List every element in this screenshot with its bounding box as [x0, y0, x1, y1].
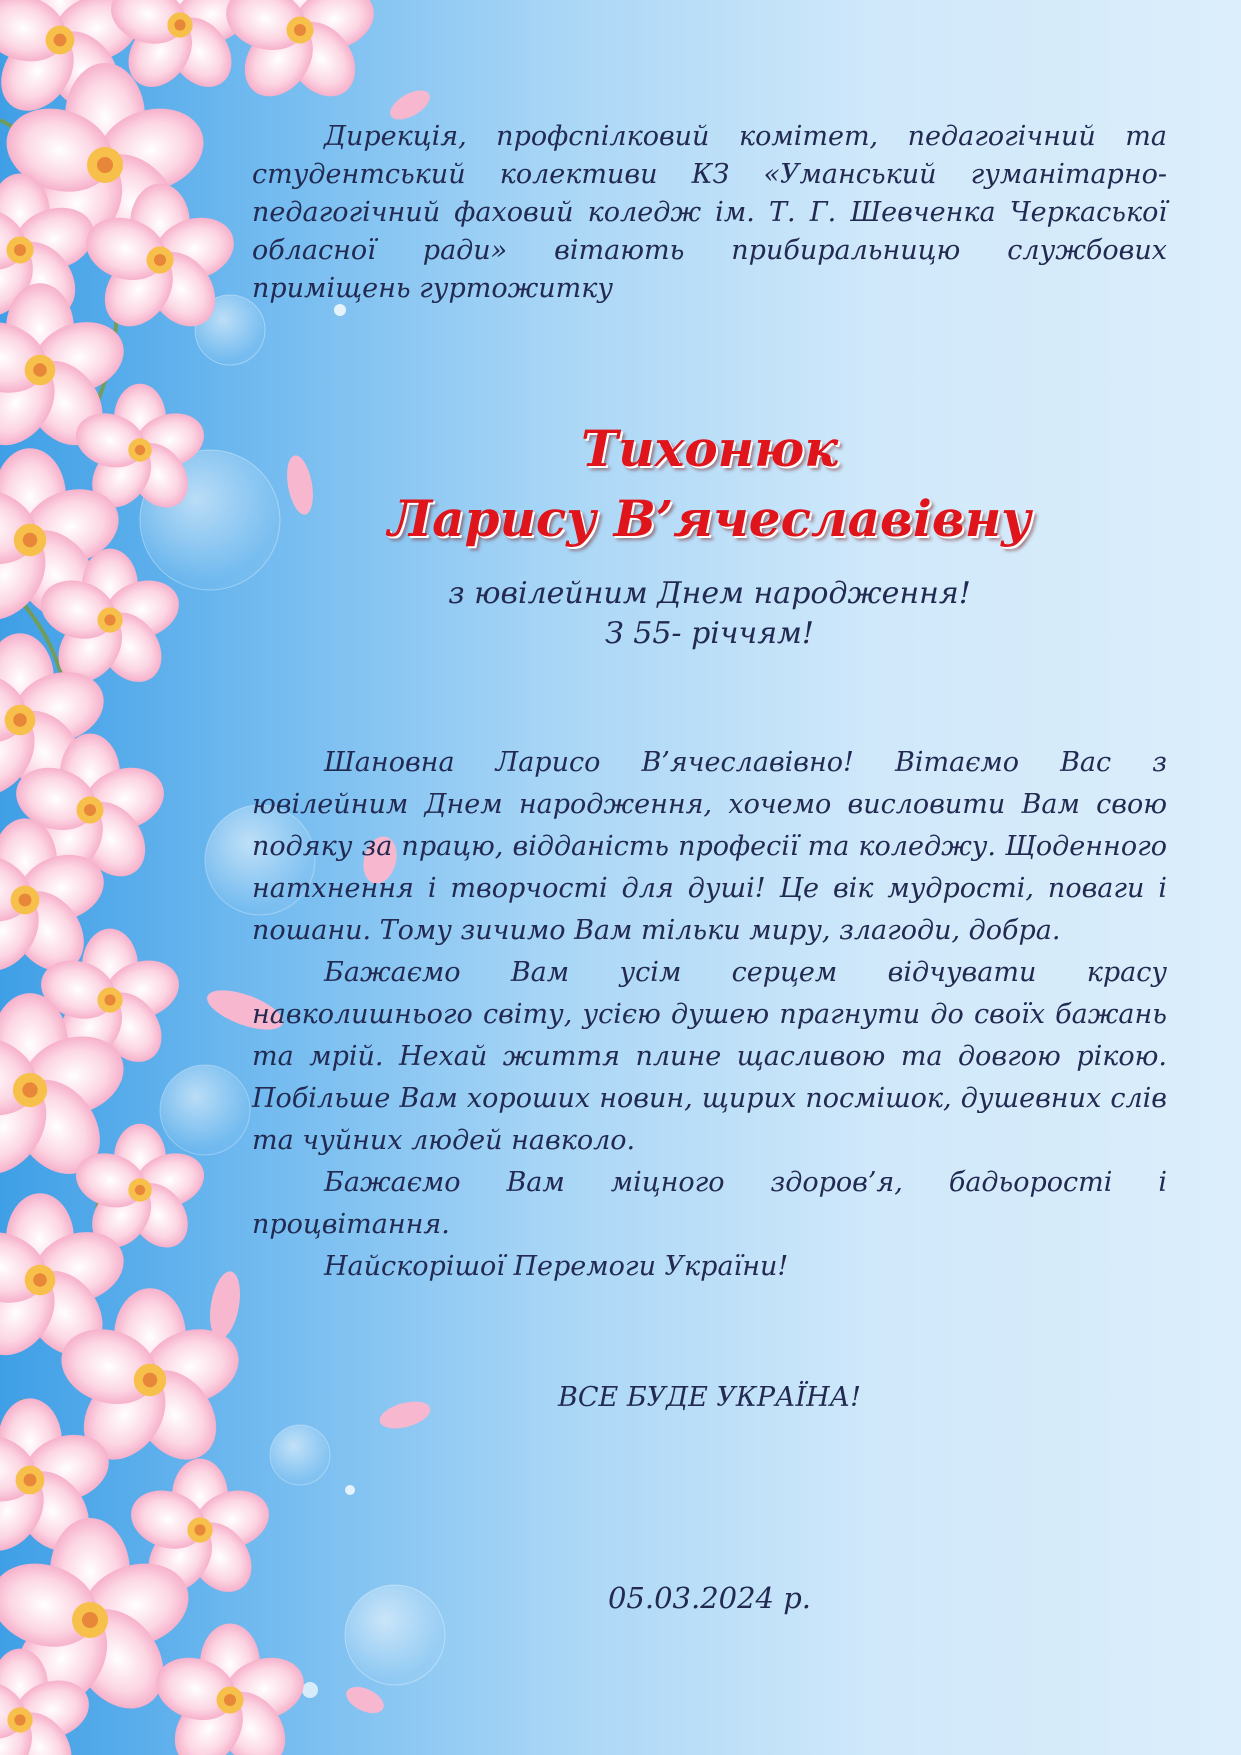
honoree-surname: Тихонюк: [580, 419, 839, 478]
date: 05.03.2024 р.: [607, 1581, 812, 1615]
occasion: [252, 574, 1167, 654]
paragraph-2: Бажаємо Вам усім серцем відчувати красу навколишнього світу, усією душею прагнути до своїх бажань та мрій. Нехай життя плине щасливою та довгою рікою. Побільше Вам хороших новин, щирих посмішок, душевних слів та чуйних людей навколо.: [252, 957, 1167, 1156]
honoree-given-names: Ларису В’ячеславівну: [387, 489, 1032, 548]
greeting-body: [252, 742, 1167, 1288]
paragraph-4: Найскорішої Перемоги України!: [324, 1251, 789, 1282]
occasion-line-2: З 55- річчям!: [605, 616, 814, 651]
honoree-name: [252, 414, 1167, 554]
occasion-line-1: з ювілейним Днем народження!: [448, 576, 971, 611]
paragraph-1: Шановна Ларисо В’ячеславівно! Вітаємо Вас з ювілейним Днем народження, хочемо висловити Вам свою подяку за працю, відданість професії та коледжу. Щоденного натхнення і творчості для душі! Це вік мудрості, поваги і пошани. Тому зичимо Вам тільки миру, злагоди, добра.: [252, 747, 1167, 946]
slogan: ВСЕ БУДЕ УКРАЇНА!: [558, 1382, 861, 1413]
intro-text: Дирекція, профспілковий комітет, педагогічний та студентський колективи КЗ «Уманський гуманітарно-педагогічний фаховий коледж ім. Т. Г. Шевченка Черкаської обласної ради» вітають прибиральницю службових приміщень гуртожитку: [252, 121, 1167, 304]
paragraph-3: Бажаємо Вам міцного здоров’я, бадьорості і процвітання.: [252, 1167, 1167, 1240]
